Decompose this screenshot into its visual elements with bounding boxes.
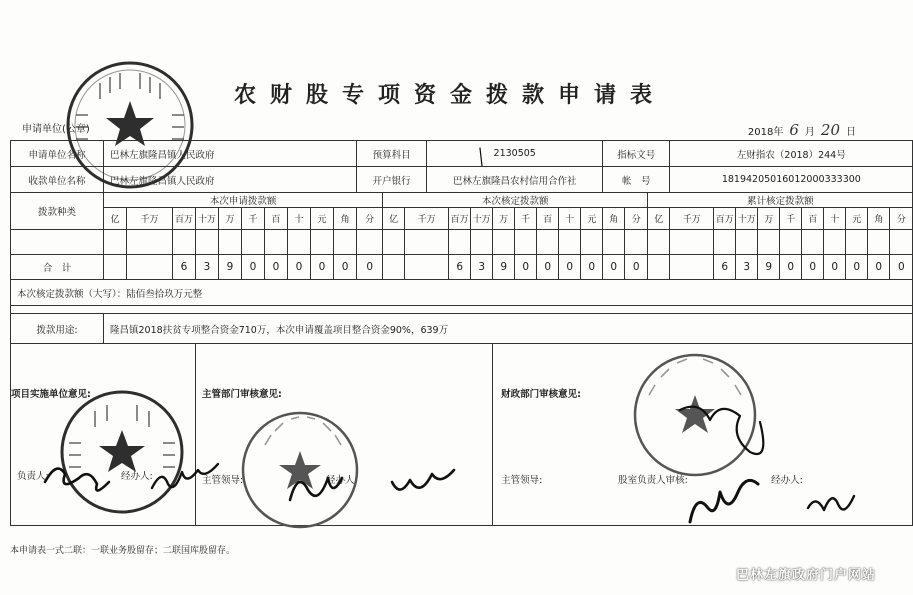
total-label: 合 计 <box>11 255 104 280</box>
apply-blank-digit-0 <box>104 230 127 255</box>
apply-blank-digit-10 <box>357 230 383 255</box>
cumulative-unit-3: 十万 <box>736 208 758 230</box>
approve-blank-digit-5 <box>515 230 537 255</box>
approve-unit-0: 亿 <box>383 208 405 230</box>
approve-blank-digit-3 <box>471 230 493 255</box>
date-year: 2018年 <box>747 127 784 138</box>
budget-subject-value: 2130505 <box>427 141 603 167</box>
cumulative-blank-digit-7 <box>824 230 846 255</box>
applicant-seal-label: 申请单位(公章) <box>22 124 90 135</box>
cumulative-blank-digit-4 <box>758 230 780 255</box>
approved-amount-cell <box>11 280 913 306</box>
approve-blank-digit-7 <box>559 230 581 255</box>
date-day-unit: 日 <box>846 127 856 138</box>
approve-total-digit-8: 0 <box>581 255 603 280</box>
date-month: 6 <box>789 121 799 139</box>
dept-leader-label: 主管领导: <box>202 475 244 486</box>
cumulative-unit-2: 百万 <box>714 208 736 230</box>
approve-total-digit-1 <box>405 255 449 280</box>
approve-total-digit-3: 3 <box>471 255 493 280</box>
row-purpose <box>11 314 913 344</box>
cumulative-blank-digit-5 <box>780 230 802 255</box>
approve-unit-1: 千万 <box>405 208 449 230</box>
cumulative-total-digit-4: 9 <box>758 255 780 280</box>
bank-label: 开户银行 <box>357 167 427 193</box>
approve-total-digit-6: 0 <box>537 255 559 280</box>
cumulative-unit-7: 十 <box>824 208 846 230</box>
finance-review-label: 财政部门审核意见: <box>501 389 581 400</box>
apply-blank-digit-1 <box>127 230 173 255</box>
cumulative-unit-5: 千 <box>780 208 802 230</box>
blank-entry-label <box>11 230 104 255</box>
finance-seal <box>625 345 765 485</box>
section-approve-header: 本次核定拨款额 <box>383 193 648 208</box>
cumulative-total-digit-0 <box>648 255 670 280</box>
apply-total-digit-10: 0 <box>357 255 383 280</box>
approved-amount-value: 陆佰叁拾玖万元整 <box>126 288 203 300</box>
approve-unit-9: 角 <box>603 208 625 230</box>
purpose-label: 拨款用途: <box>11 314 104 344</box>
cumulative-total-digit-10: 0 <box>890 255 913 280</box>
cumulative-unit-9: 角 <box>868 208 890 230</box>
impl-handler-label: 经办人: <box>121 471 153 482</box>
date-month-unit: 月 <box>804 127 815 138</box>
cumulative-unit-0: 亿 <box>648 208 670 230</box>
date-day: 20 <box>820 121 840 139</box>
apply-unit-8: 元 <box>311 208 334 230</box>
cumulative-blank-digit-3 <box>736 230 758 255</box>
indicator-doc-value: 左财指农（2018）244号 <box>670 141 913 167</box>
apply-unit-3: 十万 <box>196 208 219 230</box>
approve-unit-4: 万 <box>493 208 515 230</box>
cumulative-unit-6: 百 <box>802 208 824 230</box>
section-head-label: 股室负责人审核: <box>618 475 688 486</box>
apply-unit-10: 分 <box>357 208 383 230</box>
payee-unit-label: 收款单位名称 <box>11 167 104 193</box>
apply-blank-digit-2 <box>173 230 196 255</box>
cumulative-total-digit-1 <box>670 255 714 280</box>
applicant-seal <box>60 55 200 195</box>
cumulative-unit-1: 千万 <box>670 208 714 230</box>
impl-leader-label: 负责人: <box>17 471 49 482</box>
spacer-cell <box>11 306 913 314</box>
approve-total-digit-7: 0 <box>559 255 581 280</box>
account-value: 18194205016012000333300 <box>670 167 913 193</box>
apply-blank-digit-4 <box>219 230 242 255</box>
apply-unit-9: 角 <box>334 208 357 230</box>
form-date <box>748 121 856 139</box>
approve-total-digit-4: 9 <box>493 255 515 280</box>
apply-total-digit-9: 0 <box>334 255 357 280</box>
approve-total-digit-5: 0 <box>515 255 537 280</box>
apply-unit-value: 巴林左旗隆昌镇人民政府 <box>104 141 357 167</box>
cumulative-total-digit-7: 0 <box>824 255 846 280</box>
approved-amount-label: 本次核定拨款额（大写）： <box>17 288 127 300</box>
indicator-doc-label: 指标文号 <box>603 141 670 167</box>
approve-blank-digit-8 <box>581 230 603 255</box>
apply-unit-0: 亿 <box>104 208 127 230</box>
apply-total-digit-2: 6 <box>173 255 196 280</box>
approve-unit-7: 十 <box>559 208 581 230</box>
site-watermark: 巴林左旗政府门户网站 <box>735 568 876 583</box>
apply-unit-label: 申请单位名称 <box>11 141 104 167</box>
approve-blank-digit-6 <box>537 230 559 255</box>
approve-total-digit-0 <box>383 255 405 280</box>
apply-total-digit-7: 0 <box>288 255 311 280</box>
row-spacer <box>11 306 913 314</box>
row-totals <box>11 255 913 280</box>
approve-unit-10: 分 <box>625 208 648 230</box>
row-blank-entry <box>11 230 913 255</box>
approve-total-digit-10: 0 <box>625 255 648 280</box>
purpose-value: 隆昌镇2018扶贫专项整合资金710万，本次申请覆盖项目整合资金90%，639万 <box>104 314 913 344</box>
apply-blank-digit-9 <box>334 230 357 255</box>
cumulative-blank-digit-10 <box>890 230 913 255</box>
row-approved-amount <box>11 280 913 306</box>
apply-total-digit-3: 3 <box>196 255 219 280</box>
dept-review-label: 主管部门审核意见: <box>202 389 282 400</box>
cumulative-total-digit-6: 0 <box>802 255 824 280</box>
apply-blank-digit-7 <box>288 230 311 255</box>
impl-review-label: 项目实施单位意见: <box>11 389 91 400</box>
apply-blank-digit-6 <box>265 230 288 255</box>
approve-blank-digit-10 <box>625 230 648 255</box>
approve-blank-digit-1 <box>405 230 449 255</box>
payee-unit-value: 巴林左旗隆昌镇人民政府 <box>104 167 357 193</box>
apply-total-digit-8: 0 <box>311 255 334 280</box>
apply-blank-digit-3 <box>196 230 219 255</box>
approve-unit-8: 元 <box>581 208 603 230</box>
cumulative-total-digit-3: 3 <box>736 255 758 280</box>
dept-seal <box>235 405 365 535</box>
approve-blank-digit-0 <box>383 230 405 255</box>
approve-unit-2: 百万 <box>449 208 471 230</box>
form-title: 农财股专项资金拨款申请表 <box>233 82 666 108</box>
fin-handler-label: 经办人: <box>771 475 803 486</box>
dept-handler-label: 经办人: <box>326 475 358 486</box>
row-units <box>11 208 913 230</box>
cumulative-total-digit-5: 0 <box>780 255 802 280</box>
approve-total-digit-9: 0 <box>603 255 625 280</box>
cumulative-blank-digit-0 <box>648 230 670 255</box>
cumulative-unit-4: 万 <box>758 208 780 230</box>
cumulative-blank-digit-1 <box>670 230 714 255</box>
approve-blank-digit-2 <box>449 230 471 255</box>
type-label: 拨款种类 <box>11 193 104 230</box>
apply-total-digit-0 <box>104 255 127 280</box>
apply-unit-6: 百 <box>265 208 288 230</box>
apply-blank-digit-8 <box>311 230 334 255</box>
cumulative-total-digit-8: 0 <box>846 255 868 280</box>
approve-blank-digit-9 <box>603 230 625 255</box>
bank-value: 巴林左旗隆昌农村信用合作社 <box>427 167 603 193</box>
cumulative-blank-digit-9 <box>868 230 890 255</box>
approve-unit-3: 十万 <box>471 208 493 230</box>
approve-unit-6: 百 <box>537 208 559 230</box>
cumulative-total-digit-2: 6 <box>714 255 736 280</box>
section-cumulative-header: 累计核定拨款额 <box>648 193 913 208</box>
fin-leader-label: 主管领导: <box>501 475 543 486</box>
cumulative-blank-digit-6 <box>802 230 824 255</box>
budget-subject-label: 预算科目 <box>357 141 427 167</box>
apply-total-digit-4: 9 <box>219 255 242 280</box>
apply-unit-1: 千万 <box>127 208 173 230</box>
section-apply-header: 本次申请拨款额 <box>104 193 383 208</box>
cumulative-blank-digit-8 <box>846 230 868 255</box>
form-footnote: 本申请表一式二联：一联业务股留存；二联国库股留存。 <box>10 546 236 556</box>
cumulative-total-digit-9: 0 <box>868 255 890 280</box>
apply-unit-4: 万 <box>219 208 242 230</box>
apply-blank-digit-5 <box>242 230 265 255</box>
cumulative-unit-8: 元 <box>846 208 868 230</box>
approve-total-digit-2: 6 <box>449 255 471 280</box>
apply-unit-5: 千 <box>242 208 265 230</box>
cumulative-blank-digit-2 <box>714 230 736 255</box>
cumulative-unit-10: 分 <box>890 208 913 230</box>
approve-blank-digit-4 <box>493 230 515 255</box>
approve-unit-5: 千 <box>515 208 537 230</box>
apply-unit-2: 百万 <box>173 208 196 230</box>
apply-total-digit-6: 0 <box>265 255 288 280</box>
apply-total-digit-1 <box>127 255 173 280</box>
impl-unit-seal <box>55 385 190 520</box>
account-label: 帐 号 <box>603 167 670 193</box>
apply-total-digit-5: 0 <box>242 255 265 280</box>
apply-unit-7: 十 <box>288 208 311 230</box>
